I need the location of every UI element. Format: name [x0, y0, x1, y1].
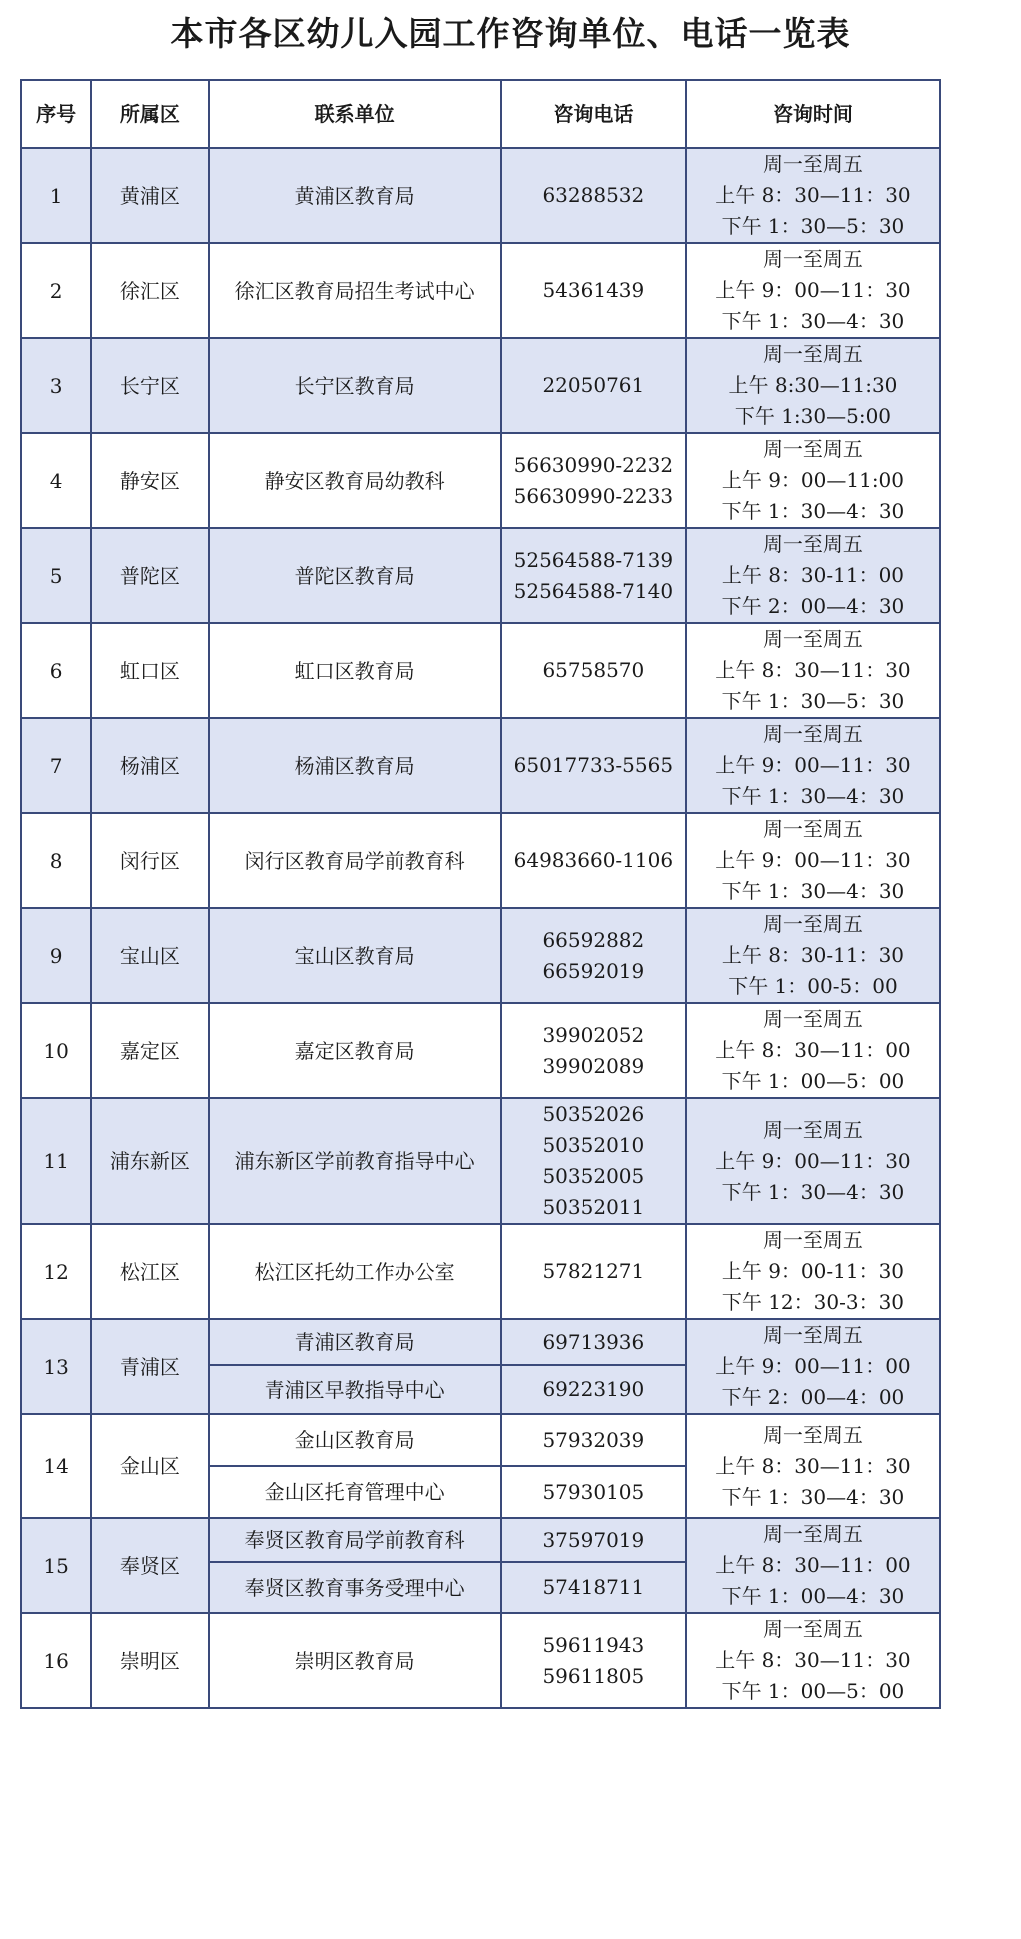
- hours-line: 周一至周五: [762, 1007, 863, 1031]
- table-row: [21, 243, 940, 338]
- row-index: 16: [21, 1613, 91, 1708]
- row-phone: [501, 908, 686, 1003]
- row-index: 3: [21, 338, 91, 433]
- phone-number: 52564588-7139: [513, 547, 674, 572]
- hours-line: 周一至周五: [762, 1617, 863, 1641]
- hours-line: 下午 2：00—4：30: [721, 594, 905, 618]
- phone-number: 59611943: [542, 1632, 645, 1657]
- row-index: 5: [21, 528, 91, 623]
- table-row: [21, 1319, 940, 1365]
- row-district: 嘉定区: [91, 1003, 208, 1098]
- header-index: 序号: [21, 80, 91, 148]
- row-unit: 长宁区教育局: [209, 338, 501, 433]
- header-hours: 咨询时间: [686, 80, 940, 148]
- hours-line: 上午 9：00—11：00: [715, 1354, 911, 1378]
- phone-number: 22050761: [542, 373, 645, 397]
- hours-line: 上午 9：00—11：30: [715, 278, 911, 302]
- hours-line: 上午 8:30—11:30: [728, 373, 898, 397]
- row-phone: [501, 1319, 686, 1365]
- consult-table: [20, 79, 941, 1709]
- row-index: 13: [21, 1319, 91, 1414]
- hours-line: 上午 9：00—11：30: [715, 753, 911, 777]
- row-hours: [686, 1518, 940, 1613]
- hours-line: 下午 1：30—4：30: [721, 499, 905, 523]
- row-hours: [686, 1613, 940, 1708]
- row-district: 闵行区: [91, 813, 208, 908]
- row-district: 徐汇区: [91, 243, 208, 338]
- row-district: 青浦区: [91, 1319, 208, 1414]
- phone-number: 59611805: [542, 1663, 645, 1688]
- phone-number: 50352011: [542, 1195, 645, 1219]
- hours-line: 上午 8：30—11：30: [715, 1648, 911, 1672]
- row-phone: [501, 623, 686, 718]
- row-district: 松江区: [91, 1224, 208, 1319]
- row-phone: [501, 1613, 686, 1708]
- table-row: [21, 1224, 940, 1319]
- table-header-row: [21, 80, 940, 148]
- table-row: [21, 1414, 940, 1466]
- row-index: 2: [21, 243, 91, 338]
- hours-line: 上午 8：30—11：30: [715, 183, 911, 207]
- table-row: [21, 813, 940, 908]
- phone-number: 39902089: [542, 1053, 645, 1078]
- hours-line: 下午 2：00—4：00: [721, 1385, 905, 1409]
- phone-number: 66592882: [542, 927, 645, 952]
- row-phone: [501, 243, 686, 338]
- page-title: 本市各区幼儿入园工作咨询单位、电话一览表: [170, 14, 851, 53]
- table-row: [21, 718, 940, 813]
- row-phone: [501, 1224, 686, 1319]
- header-district: 所属区: [91, 80, 208, 148]
- hours-line: 周一至周五: [762, 627, 863, 651]
- row-unit: 闵行区教育局学前教育科: [209, 813, 501, 908]
- row-unit: 宝山区教育局: [209, 908, 501, 1003]
- row-phone: [501, 528, 686, 623]
- row-phone: [501, 1466, 686, 1518]
- hours-line: 下午 1：30—4：30: [721, 309, 905, 333]
- row-phone: [501, 1562, 686, 1613]
- phone-number: 65017733-5565: [513, 753, 674, 777]
- hours-line: 上午 9：00—11:00: [721, 468, 905, 492]
- hours-line: 下午 1：00—4：30: [721, 1584, 905, 1608]
- phone-number: 57418711: [542, 1575, 645, 1600]
- row-hours: [686, 433, 940, 528]
- hours-line: 下午 1：00-5：00: [728, 974, 898, 998]
- row-district: 宝山区: [91, 908, 208, 1003]
- phone-number: 57930105: [542, 1479, 645, 1504]
- hours-line: 周一至周五: [762, 722, 863, 746]
- row-index: 1: [21, 148, 91, 243]
- table-row: [21, 1518, 940, 1562]
- hours-line: 上午 8：30—11：30: [715, 658, 911, 682]
- row-hours: [686, 243, 940, 338]
- table-row: [21, 908, 940, 1003]
- table-row: [21, 528, 940, 623]
- phone-number: 66592019: [542, 958, 645, 983]
- table-row: [21, 148, 940, 243]
- row-district: 金山区: [91, 1414, 208, 1518]
- hours-line: 周一至周五: [762, 1323, 863, 1347]
- hours-line: 上午 8：30—11：00: [715, 1553, 911, 1577]
- phone-number: 50352005: [542, 1164, 645, 1188]
- hours-line: 周一至周五: [762, 817, 863, 841]
- hours-line: 周一至周五: [762, 1117, 863, 1142]
- row-phone: [501, 338, 686, 433]
- row-unit: 奉贤区教育事务受理中心: [209, 1562, 501, 1613]
- row-unit: 奉贤区教育局学前教育科: [209, 1518, 501, 1562]
- row-district: 虹口区: [91, 623, 208, 718]
- phone-number: 57932039: [542, 1427, 645, 1452]
- hours-line: 下午 1：00—5：00: [721, 1069, 905, 1093]
- row-index: 15: [21, 1518, 91, 1613]
- row-district: 长宁区: [91, 338, 208, 433]
- row-hours: [686, 623, 940, 718]
- hours-line: 周一至周五: [762, 1522, 863, 1546]
- hours-line: 下午 1：00—5：00: [721, 1679, 905, 1703]
- row-unit: 黄浦区教育局: [209, 148, 501, 243]
- phone-number: 50352010: [542, 1133, 645, 1157]
- table-row: [21, 1613, 940, 1708]
- hours-line: 周一至周五: [762, 247, 863, 271]
- hours-line: 下午 1：30—4：30: [721, 1179, 905, 1204]
- hours-line: 周一至周五: [762, 1422, 863, 1447]
- header-phone: 咨询电话: [501, 80, 686, 148]
- phone-number: 39902052: [542, 1022, 645, 1047]
- row-phone: [501, 433, 686, 528]
- row-unit: 嘉定区教育局: [209, 1003, 501, 1098]
- row-hours: [686, 908, 940, 1003]
- row-hours: [686, 528, 940, 623]
- row-hours: [686, 1003, 940, 1098]
- phone-number: 69713936: [542, 1329, 645, 1354]
- row-hours: [686, 338, 940, 433]
- row-phone: [501, 1003, 686, 1098]
- row-unit: 松江区托幼工作办公室: [209, 1224, 501, 1319]
- phone-number: 37597019: [542, 1527, 645, 1552]
- table-row: [21, 1003, 940, 1098]
- row-unit: 金山区托育管理中心: [209, 1466, 501, 1518]
- row-index: 6: [21, 623, 91, 718]
- hours-line: 上午 9：00—11：30: [715, 1148, 911, 1173]
- row-phone: [501, 1098, 686, 1224]
- row-unit: 金山区教育局: [209, 1414, 501, 1466]
- row-unit: 崇明区教育局: [209, 1613, 501, 1708]
- phone-number: 57821271: [542, 1259, 645, 1283]
- phone-number: 50352026: [542, 1102, 645, 1126]
- row-index: 11: [21, 1098, 91, 1224]
- row-phone: [501, 718, 686, 813]
- row-index: 7: [21, 718, 91, 813]
- table-row: [21, 623, 940, 718]
- hours-line: 上午 8：30-11：30: [721, 943, 905, 967]
- hours-line: 周一至周五: [762, 342, 863, 366]
- hours-line: 下午 1：30—4：30: [721, 879, 905, 903]
- row-unit: 虹口区教育局: [209, 623, 501, 718]
- row-phone: [501, 1518, 686, 1562]
- header-unit: 联系单位: [209, 80, 501, 148]
- row-phone: [501, 1365, 686, 1414]
- row-unit: 静安区教育局幼教科: [209, 433, 501, 528]
- row-district: 浦东新区: [91, 1098, 208, 1224]
- row-hours: [686, 1414, 940, 1518]
- hours-line: 下午 1：30—4：30: [721, 784, 905, 808]
- hours-line: 上午 8：30-11：00: [721, 563, 905, 587]
- row-phone: [501, 148, 686, 243]
- hours-line: 周一至周五: [762, 532, 863, 556]
- row-district: 崇明区: [91, 1613, 208, 1708]
- row-unit: 徐汇区教育局招生考试中心: [209, 243, 501, 338]
- row-index: 14: [21, 1414, 91, 1518]
- row-district: 普陀区: [91, 528, 208, 623]
- row-unit: 青浦区早教指导中心: [209, 1365, 501, 1414]
- table-body: [21, 148, 940, 1708]
- row-unit: 浦东新区学前教育指导中心: [209, 1098, 501, 1224]
- row-index: 9: [21, 908, 91, 1003]
- row-unit: 杨浦区教育局: [209, 718, 501, 813]
- hours-line: 下午 1：30—4：30: [721, 1484, 905, 1509]
- row-hours: [686, 1319, 940, 1414]
- phone-number: 54361439: [542, 278, 645, 302]
- hours-line: 周一至周五: [762, 1228, 863, 1252]
- phone-number: 56630990-2233: [513, 483, 674, 508]
- row-hours: [686, 1098, 940, 1224]
- table-row: [21, 338, 940, 433]
- hours-line: 上午 9：00-11：30: [721, 1259, 905, 1283]
- table-row: [21, 1098, 940, 1224]
- phone-number: 52564588-7140: [513, 578, 674, 603]
- hours-line: 下午 12：30-3：30: [721, 1290, 905, 1314]
- row-index: 8: [21, 813, 91, 908]
- hours-line: 上午 8：30—11：30: [715, 1453, 911, 1478]
- hours-line: 下午 1:30—5:00: [734, 404, 892, 428]
- table-row: [21, 433, 940, 528]
- hours-line: 上午 8：30—11：00: [715, 1038, 911, 1062]
- row-unit: 普陀区教育局: [209, 528, 501, 623]
- row-hours: [686, 1224, 940, 1319]
- row-phone: [501, 1414, 686, 1466]
- row-district: 黄浦区: [91, 148, 208, 243]
- hours-line: 周一至周五: [762, 152, 863, 176]
- phone-number: 56630990-2232: [513, 452, 674, 477]
- hours-line: 下午 1：30—5：30: [721, 689, 905, 713]
- hours-line: 上午 9：00—11：30: [715, 848, 911, 872]
- hours-line: 周一至周五: [762, 437, 863, 461]
- row-index: 12: [21, 1224, 91, 1319]
- phone-number: 69223190: [542, 1377, 645, 1402]
- hours-line: 下午 1：30—5：30: [721, 214, 905, 238]
- row-hours: [686, 813, 940, 908]
- phone-number: 63288532: [542, 183, 645, 207]
- row-unit: 青浦区教育局: [209, 1319, 501, 1365]
- hours-line: 周一至周五: [762, 912, 863, 936]
- row-district: 奉贤区: [91, 1518, 208, 1613]
- row-hours: [686, 718, 940, 813]
- row-district: 静安区: [91, 433, 208, 528]
- row-district: 杨浦区: [91, 718, 208, 813]
- phone-number: 64983660-1106: [513, 848, 674, 872]
- row-index: 4: [21, 433, 91, 528]
- row-index: 10: [21, 1003, 91, 1098]
- phone-number: 65758570: [542, 658, 645, 682]
- row-hours: [686, 148, 940, 243]
- row-phone: [501, 813, 686, 908]
